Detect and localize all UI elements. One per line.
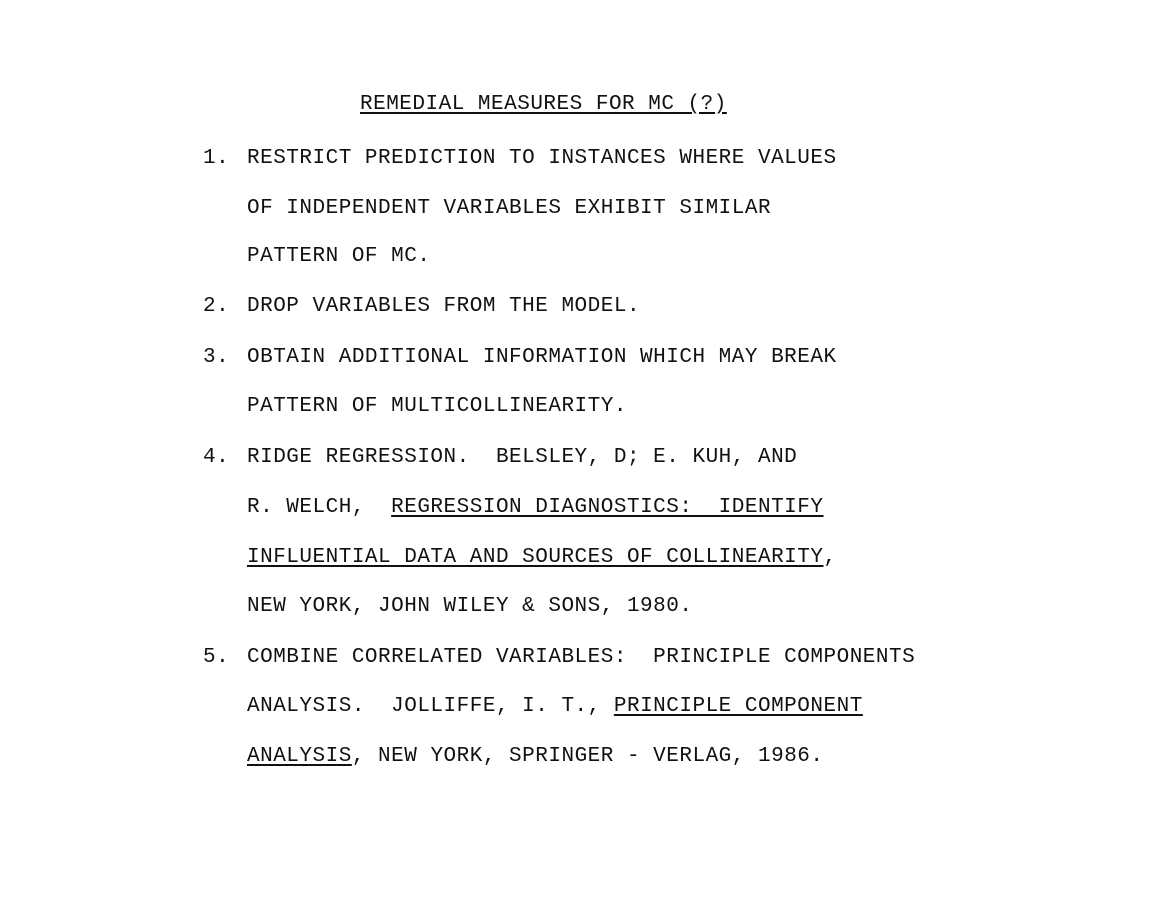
book-title-part-2: ANALYSIS <box>247 745 352 768</box>
item-4-line-4: NEW YORK, JOHN WILEY & SONS, 1980. <box>247 595 693 618</box>
item-4-line-2 <box>247 493 824 523</box>
item-number-4: 4. <box>203 446 230 469</box>
citation-authors: ANALYSIS. JOLLIFFE, I. T., <box>247 695 614 718</box>
citation-authors: R. WELCH, <box>247 496 392 519</box>
item-number-3: 3. <box>203 346 230 369</box>
item-1-line-3: PATTERN OF MC. <box>247 245 431 268</box>
item-3-line-1: OBTAIN ADDITIONAL INFORMATION WHICH MAY BREAK <box>247 346 837 369</box>
item-number-2: 2. <box>203 295 230 318</box>
item-3-line-2: PATTERN OF MULTICOLLINEARITY. <box>247 395 627 418</box>
book-title-part-1: PRINCIPLE COMPONENT <box>613 695 863 718</box>
item-4-line-3 <box>247 543 837 573</box>
item-4-line-1: RIDGE REGRESSION. BELSLEY, D; E. KUH, AND <box>247 446 798 469</box>
item-1-line-1: RESTRICT PREDICTION TO INSTANCES WHERE VALUES <box>247 147 837 170</box>
item-5-line-3 <box>247 742 824 772</box>
item-number-1: 1. <box>203 147 230 170</box>
citation-publisher: , NEW YORK, SPRINGER - VERLAG, 1986. <box>351 745 824 768</box>
item-5-line-2 <box>247 692 863 722</box>
book-title-part-2: INFLUENTIAL DATA AND SOURCES OF COLLINEARITY <box>247 546 824 569</box>
item-number-5: 5. <box>203 646 230 669</box>
item-5-line-1: COMBINE CORRELATED VARIABLES: PRINCIPLE COMPONENTS <box>247 646 916 669</box>
book-title-part-1: REGRESSION DIAGNOSTICS: IDENTIFY <box>391 496 824 519</box>
item-2-line-1: DROP VARIABLES FROM THE MODEL. <box>247 295 641 318</box>
page-title: REMEDIAL MEASURES FOR MC (?) <box>360 93 727 116</box>
item-1-line-2: OF INDEPENDENT VARIABLES EXHIBIT SIMILAR <box>247 197 772 220</box>
citation-punctuation: , <box>823 546 837 569</box>
